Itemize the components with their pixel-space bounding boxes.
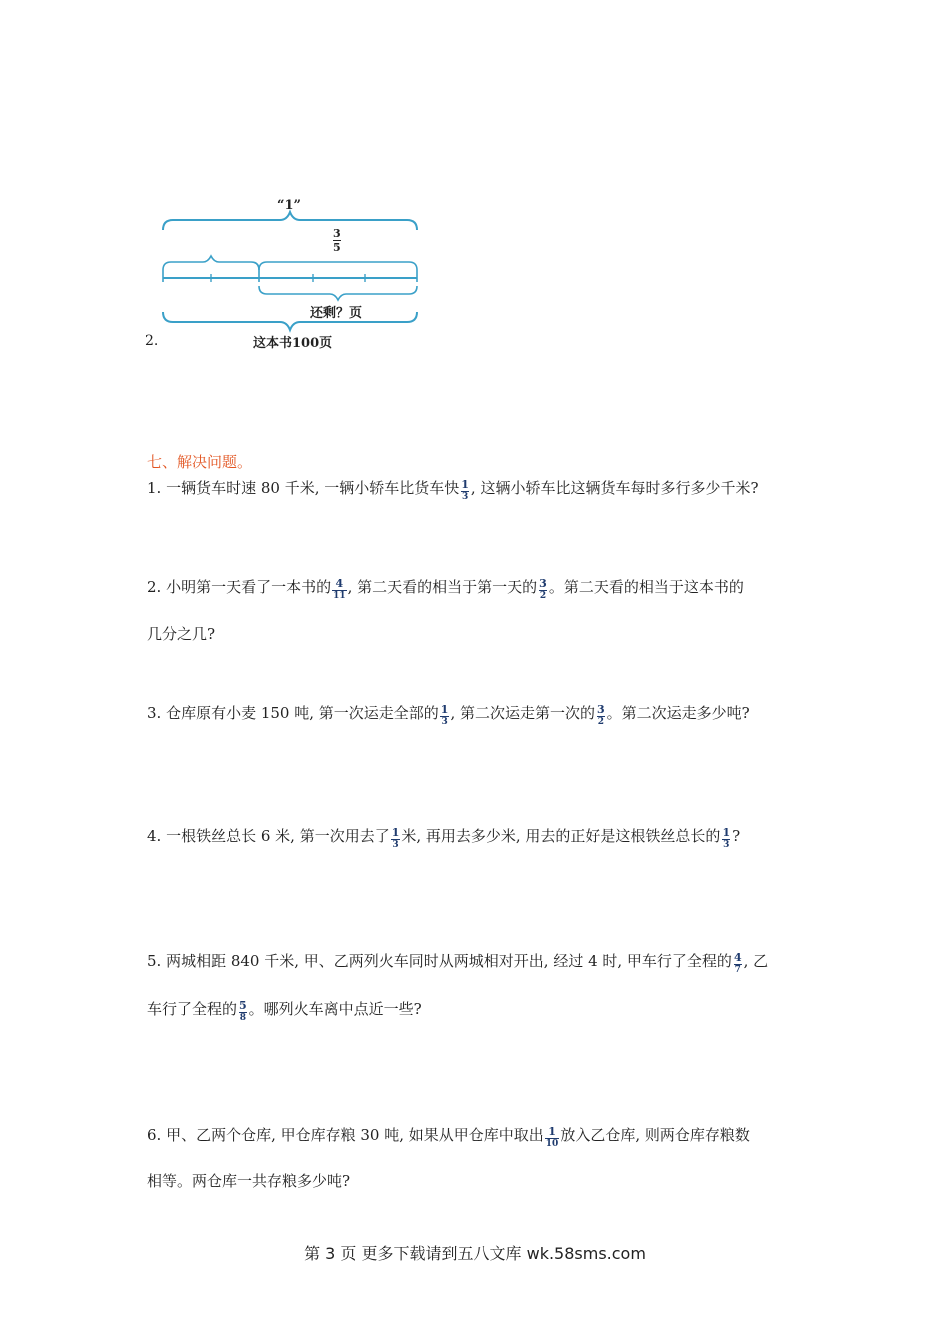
- question-2-line-2: 几分之几?: [147, 625, 216, 643]
- question-text: 6. 甲、乙两个仓库, 甲仓库存粮 30 吨, 如果从甲仓库中取出: [147, 1126, 544, 1144]
- question-text: 2. 小明第一天看了一本书的: [147, 578, 332, 596]
- fraction-numerator: 3: [333, 227, 341, 240]
- fraction: $\frac{3}{2}$: [597, 703, 605, 724]
- question-2: [147, 577, 744, 598]
- question-6: [147, 1125, 750, 1146]
- question-text: 1. 一辆货车时速 80 千米, 一辆小轿车比货车快: [147, 479, 460, 497]
- fraction: $\frac{1}{3}$: [461, 478, 469, 499]
- fraction: $\frac{1}{10}$: [545, 1125, 559, 1146]
- question-text: ?: [732, 827, 741, 845]
- question-text: 。哪列火车离中点近一些?: [248, 1000, 422, 1018]
- fraction: $\frac{1}{3}$: [440, 703, 449, 724]
- question-5-line-2: [147, 999, 422, 1020]
- question-4: [147, 826, 740, 847]
- question-5: [147, 951, 768, 972]
- diagram-fraction: [333, 228, 341, 253]
- question-text: , 这辆小轿车比这辆货车每时多行多少千米?: [470, 479, 759, 497]
- question-text: 米, 再用去多少米, 用去的正好是这根铁丝总长的: [401, 827, 721, 845]
- total-label: 这本书100页: [253, 336, 333, 351]
- question-text: , 第二天看的相当于第一天的: [347, 578, 538, 596]
- page-footer: 第 3 页 更多下载请到五八文库 wk.58sms.com: [304, 1244, 646, 1263]
- question-text: 3. 仓库原有小麦 150 吨, 第一次运走全部的: [147, 704, 439, 722]
- fraction-denominator: 5: [333, 241, 341, 254]
- remaining-label: 还剩？页: [310, 306, 363, 321]
- fraction: $\frac{3}{2}$: [539, 577, 547, 598]
- diagram-item-number: 2.: [145, 333, 159, 349]
- total-brace: [163, 312, 417, 330]
- line-segment-diagram: [155, 190, 425, 360]
- question-text: 5. 两城相距 840 千米, 甲、乙两列火车同时从两城相对开出, 经过 4 时, 甲车行了全程的: [147, 952, 732, 970]
- fraction: $\frac{5}{8}$: [239, 999, 247, 1020]
- whole-label: “1”: [277, 198, 302, 213]
- question-3: [147, 703, 750, 724]
- question-text: 放入乙仓库, 则两仓库存粮数: [560, 1126, 750, 1144]
- fraction: $\frac{1}{3}$: [722, 826, 731, 847]
- fraction: $\frac{4}{11}$: [333, 577, 346, 598]
- question-text: 4. 一根铁丝总长 6 米, 第一次用去了: [147, 827, 390, 845]
- question-text: 。第二天看的相当于这本书的: [548, 578, 744, 596]
- remaining-brace: [259, 286, 417, 300]
- first-part-brace: [163, 256, 259, 270]
- question-text: 。第二次运走多少吨?: [606, 704, 750, 722]
- fraction: $\frac{1}{3}$: [391, 826, 400, 847]
- question-text: , 乙: [743, 952, 769, 970]
- question-6-line-2: 相等。两仓库一共存粮多少吨?: [147, 1172, 351, 1190]
- fraction: $\frac{4}{7}$: [733, 951, 742, 972]
- question-text: 车行了全程的: [147, 1000, 238, 1018]
- whole-brace: [163, 212, 417, 230]
- question-text: , 第二次运走第一次的: [450, 704, 595, 722]
- section-title: 七、解决问题。: [147, 453, 253, 471]
- question-1: [147, 478, 759, 499]
- fraction-bracket: [259, 262, 417, 270]
